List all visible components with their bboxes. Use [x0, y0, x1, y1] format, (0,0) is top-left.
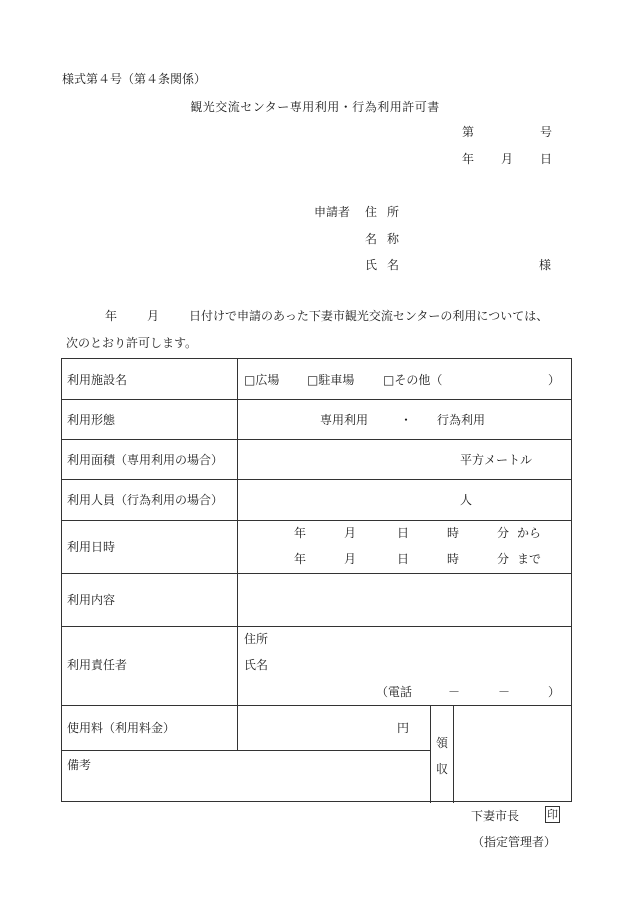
- usage-type-dedicated[interactable]: 専用利用: [320, 413, 369, 427]
- phone-dash-2: －: [498, 685, 511, 699]
- form-number: 様式第４号（第４条関係）: [62, 72, 207, 86]
- designated-manager: （指定管理者）: [472, 835, 557, 849]
- from-day: 日: [397, 526, 410, 540]
- applicant-person-label: 氏名: [365, 258, 410, 272]
- issue-date-year: 年: [462, 152, 475, 166]
- issue-date-month: 月: [501, 152, 514, 166]
- number-prefix: 第: [462, 125, 475, 139]
- body-month: 月: [147, 309, 160, 323]
- usage-area-unit: 平方メートル: [460, 453, 533, 467]
- responsible-label: 利用責任者: [67, 658, 128, 672]
- to-label: まで: [517, 552, 542, 566]
- usage-people-unit: 人: [460, 493, 473, 507]
- document-title: 観光交流センター専用利用・行為利用許可書: [190, 100, 440, 114]
- body-year: 年: [105, 309, 118, 323]
- number-suffix: 号: [540, 125, 553, 139]
- to-hour: 時: [447, 552, 460, 566]
- from-minute: 分: [497, 526, 510, 540]
- body-line-1: [105, 310, 548, 322]
- to-year: 年: [294, 552, 307, 566]
- phone-dash-1: －: [448, 685, 461, 699]
- applicant-label: 申請者: [314, 205, 351, 219]
- usage-people-label: 利用人員（行為利用の場合）: [67, 493, 224, 507]
- responsible-phone-label: （電話: [376, 685, 413, 699]
- responsible-address-label: 住所: [244, 632, 269, 646]
- phone-close: ）: [548, 685, 561, 699]
- permit-table: [61, 358, 572, 802]
- seal-mark: 印: [547, 808, 558, 821]
- mayor-title: 下妻市長: [471, 809, 520, 823]
- facility-option-plaza[interactable]: □広場: [244, 373, 280, 387]
- facility-option-other[interactable]: □その他（: [383, 373, 443, 387]
- to-minute: 分: [497, 552, 510, 566]
- from-hour: 時: [447, 526, 460, 540]
- facility-option-parking[interactable]: □駐車場: [307, 373, 355, 387]
- facility-other-close: ）: [548, 373, 561, 387]
- fee-unit: 円: [397, 721, 410, 735]
- facility-label: 利用施設名: [67, 373, 128, 387]
- fee-label: 使用料（利用料金）: [67, 721, 176, 735]
- responsible-name-label: 氏名: [244, 658, 269, 672]
- receipt-char-1: 領: [436, 736, 449, 750]
- to-day: 日: [397, 552, 410, 566]
- from-label: から: [517, 526, 542, 540]
- issue-date-day: 日: [540, 152, 553, 166]
- body-text-1: 日付けで申請のあった下妻市観光交流センターの利用については、: [189, 309, 549, 323]
- applicant-honorific: 様: [539, 258, 552, 272]
- usage-datetime-label: 利用日時: [67, 540, 116, 554]
- usage-type-label: 利用形態: [67, 413, 116, 427]
- usage-area-label: 利用面積（専用利用の場合）: [67, 453, 224, 467]
- applicant-name-label: 名称: [365, 232, 410, 246]
- receipt-char-2: 収: [436, 762, 449, 776]
- usage-type-separator: ・: [400, 413, 413, 427]
- from-month: 月: [344, 526, 357, 540]
- remarks-label: 備考: [67, 758, 92, 772]
- usage-type-act[interactable]: 行為利用: [437, 413, 486, 427]
- to-month: 月: [344, 552, 357, 566]
- from-year: 年: [294, 526, 307, 540]
- body-line-2: 次のとおり許可します。: [66, 336, 198, 350]
- applicant-address-label: 住所: [365, 205, 410, 219]
- usage-content-label: 利用内容: [67, 593, 116, 607]
